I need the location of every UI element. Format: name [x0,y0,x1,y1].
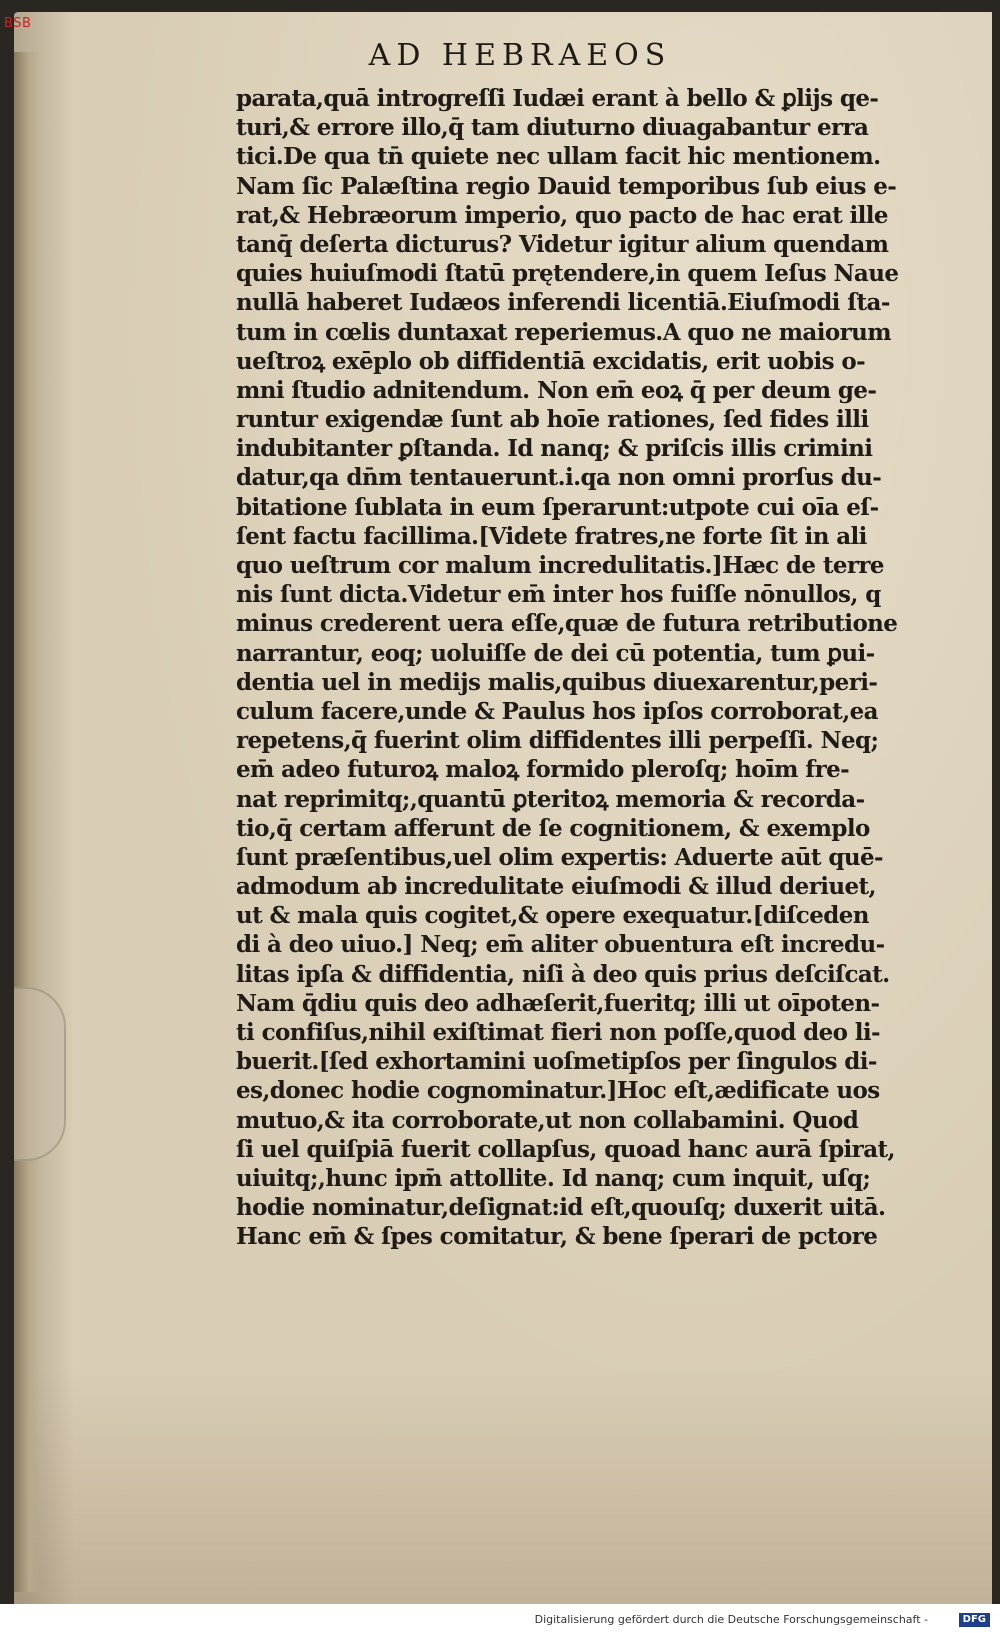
text-line: em̄ adeo futuroꝝ maloꝝ formido pleroſq; hoīm fre- [236,756,850,784]
text-line: quo ueſtrum cor malum incredulitatis.]Hæc de terre [236,552,884,579]
clasp-strap [14,987,66,1161]
text-line: tici.De qua tn̄ quiete nec ullam facit hic mentionem. [236,143,881,171]
text-line: ti confiſus,nihil exiſtimat fieri non poſſe,quod deo li- [236,1019,881,1046]
text-line: minus crederent uera eſſe,quæ de futura retributione [236,610,898,638]
text-line: nis ſunt dicta.Videtur em̄ inter hos fuiſſe nōnullos, q [236,581,881,609]
text-line: datur,qa dn̄m tentauerunt.i.qa non omni prorſus du- [236,464,882,492]
text-line: Nam ſic Palæſtina regio Dauid temporibus ſub eius e- [236,172,897,200]
text-line: narrantur, eoq; uoluiſſe de dei cū potentia, tum ꝑui- [236,639,875,667]
text-line: admodum ab incredulitate eiuſmodi & illud deriuet, [236,873,876,901]
text-line: Hanc em̄ & ſpes comitatur, & bene ſperari de pctore [236,1223,878,1251]
text-line: tum in cœlis duntaxat reperiemus.A quo ne maiorum [236,318,891,346]
text-line: runtur exigendæ ſunt ab hoīe rationes, ſed fides illi [236,406,869,434]
text-line: mutuo,& ita corroborate,ut non collabamini. Quod [236,1106,859,1134]
text-line: repetens,q̄ fuerint olim diffidentes illi perpeſſi. Neq; [236,727,879,755]
text-line: buerit.[ſed exhortamini uoſmetipſos per ſingulos di- [236,1048,877,1076]
digitization-credit: Digitalisierung gefördert durch die Deutsche Forschungsgemeinschaft - [534,1613,928,1626]
text-line: ſunt præſentibus,uel olim expertis: Aduerte aūt quē- [236,843,883,871]
text-line: nullā haberet Iudæos inferendi licentiā.Eiuſmodi ſta- [236,289,890,317]
text-line: nat reprimitq;,quantū ꝑteritoꝝ memoria & recorda- [236,785,865,813]
text-line: di à deo uiuo.] Neq; em̄ aliter obuentura eſt incredu- [236,931,885,959]
text-line: culum facere,unde & Paulus hos ipſos corroborat,ea [236,697,878,725]
text-line: hodie nominatur,deſignat:id eſt,quouſq; duxerit uitā. [236,1194,886,1222]
text-line: dentia uel in medijs malis,quibus diuexarentur,peri- [236,668,878,696]
text-line: turi,& errore illo,q̄ tam diuturno diuagabantur erra [236,114,869,142]
footer-bar [0,1604,1000,1633]
text-line: es,donec hodie cognominatur.]Hoc eſt,ædificate uos [236,1077,880,1105]
text-line: quies huiuſmodi ſtatū prętendere,in quem Ieſus Naue [236,260,899,288]
text-line: ſent factu facillima.[Videte fratres,ne forte ſit in ali [236,522,867,550]
text-line: ut & mala quis cogitet,& opere exequatur.[diſceden [236,902,869,930]
library-mark: BSB [4,16,32,31]
page-edge-shadow [14,52,40,1592]
running-header: AD HEBRAEOS [368,38,672,73]
dfg-logo: DFG [959,1613,990,1627]
text-line: ueſtroꝝ exēplo ob diffidentiā excidatis, erit uobis o- [236,347,866,375]
text-line: tio,q̄ certam afferunt de ſe cognitionem, & exemplo [236,814,870,842]
text-line: bitatione ſublata in eum ſperarunt:utpote cui oīa eſ- [236,493,879,521]
text-line: tanq̄ deſerta dicturus? Videtur igitur alium quendam [236,230,889,258]
text-line: ſi uel quiſpiā fuerit collapſus, quoad hanc aurā ſpirat, [236,1135,895,1163]
text-line: litas ipſa & diffidentia, niſi à deo quis prius deſciſcat. [236,960,890,988]
text-line: uiuitq;,hunc ipm̄ attollite. Id nanq; cum inquit, uſq; [236,1164,871,1192]
body-text [236,84,936,1252]
text-line: mni ſtudio adnitendum. Non em̄ eoꝝ q̄ per deum ge- [236,376,877,404]
text-line: parata,quā introgreſſi Iudæi erant à bello & ꝑlijs qe- [236,85,879,112]
text-line: rat,& Hebræorum imperio, quo pacto de hac erat ille [236,201,888,229]
text-line: Nam q̄diu quis deo adhæſerit,fueritq; illi ut oīpoten- [236,989,880,1017]
text-line: indubitanter ꝑſtanda. Id nanq; & priſcis illis crimini [236,435,873,463]
